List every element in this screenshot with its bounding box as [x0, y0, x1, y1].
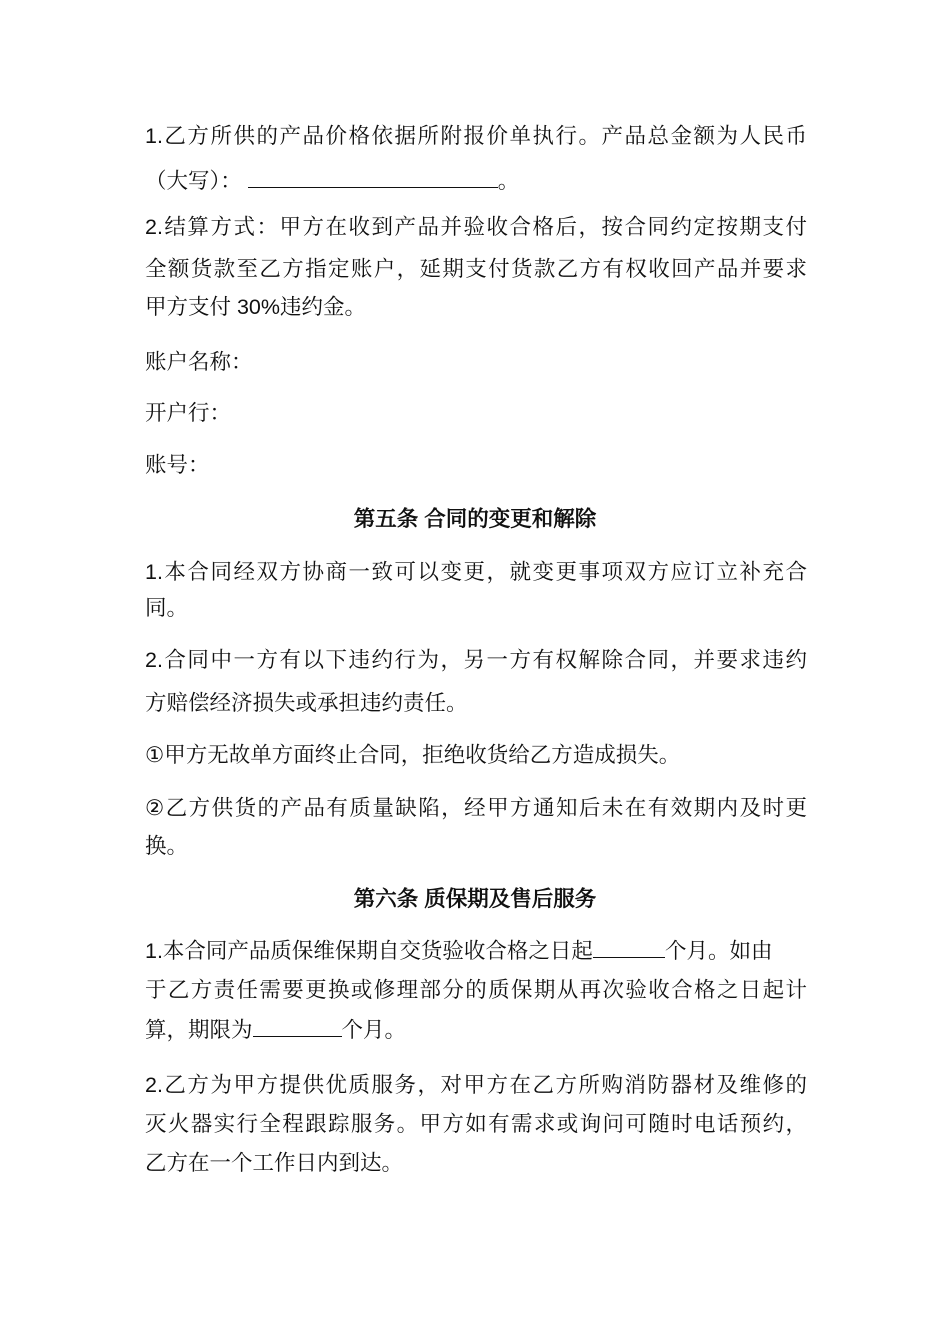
- section-heading: 第五条 合同的变更和解除: [353, 507, 597, 531]
- account-name-label: 账户名称：: [145, 350, 253, 374]
- text-line: [145, 1015, 807, 1045]
- section-heading: 第六条 质保期及售后服务: [353, 887, 597, 911]
- text-line: 1.本合同经双方协商一致可以变更，就变更事项双方应订立补充合: [145, 560, 807, 584]
- text-line: [145, 936, 807, 966]
- text-line: 1.乙方所供的产品价格依据所附报价单执行。产品总金额为人民币: [145, 124, 807, 148]
- text: 算，期限为: [145, 1018, 253, 1042]
- amount-blank: [248, 167, 498, 188]
- text-line: ②乙方供货的产品有质量缺陷，经甲方通知后未在有效期内及时更: [145, 796, 807, 820]
- text: 。: [497, 169, 520, 193]
- period-months-blank: [253, 1016, 342, 1037]
- text: 个月。如由: [664, 939, 773, 963]
- text-line: 2.结算方式：甲方在收到产品并验收合格后，按合同约定按期支付: [145, 215, 807, 239]
- text-line: ①甲方无故单方面终止合同，拒绝收货给乙方造成损失。: [145, 743, 681, 767]
- text-line: 于乙方责任需要更换或修理部分的质保期从再次验收合格之日起计: [145, 978, 807, 1002]
- text: 1.本合同产品质保维保期自交货验收合格之日起: [145, 939, 593, 963]
- text: 个月。: [341, 1018, 407, 1042]
- text-line: 2.乙方为甲方提供优质服务，对甲方在乙方所购消防器材及维修的: [145, 1073, 807, 1097]
- text-line: 方赔偿经济损失或承担违约责任。: [145, 691, 468, 715]
- account-number-label: 账号：: [145, 453, 210, 477]
- warranty-months-blank: [593, 937, 665, 958]
- text: （大写）：: [145, 169, 242, 193]
- text-line: [145, 166, 807, 196]
- bank-label: 开户行：: [145, 401, 232, 425]
- text-line: 甲方支付 30%违约金。: [145, 295, 367, 319]
- text-line: 2.合同中一方有以下违约行为，另一方有权解除合同，并要求违约: [145, 648, 807, 672]
- text-line: 灭火器实行全程跟踪服务。甲方如有需求或询问可随时电话预约，: [145, 1112, 807, 1136]
- text-line: 同。: [145, 596, 189, 620]
- text-line: 换。: [145, 834, 189, 858]
- text-line: 全额货款至乙方指定账户，延期支付货款乙方有权收回产品并要求: [145, 257, 807, 281]
- text-line: 乙方在一个工作日内到达。: [145, 1151, 404, 1175]
